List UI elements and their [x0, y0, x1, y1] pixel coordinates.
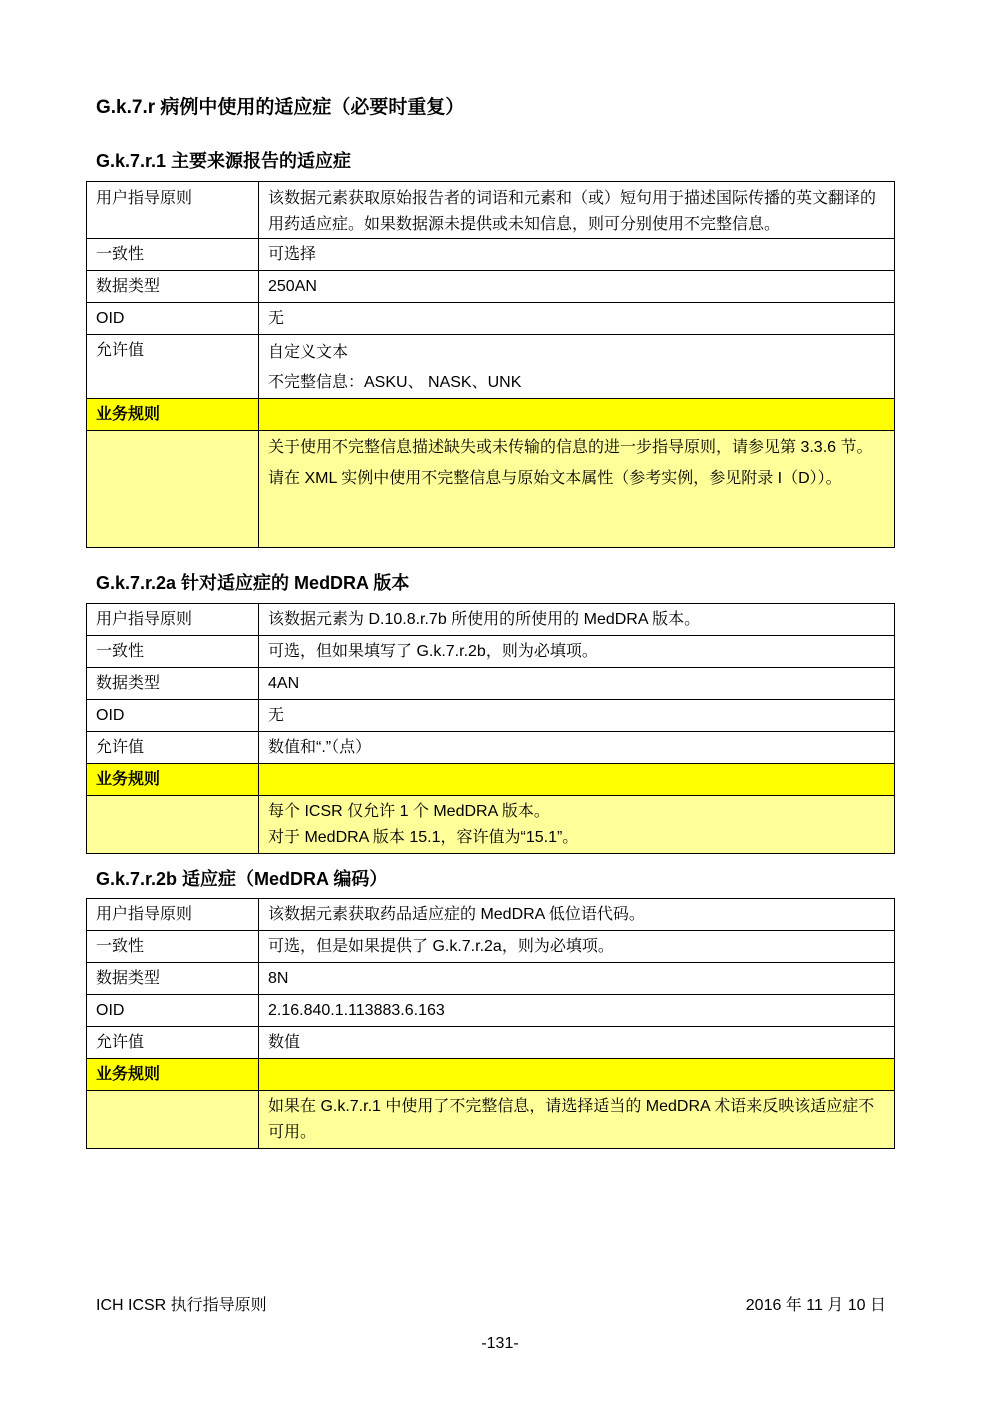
- row-label: OID: [87, 995, 259, 1027]
- business-rule-header-row: [87, 1059, 895, 1091]
- row-value: 2.16.840.1.113883.6.163: [259, 995, 895, 1027]
- row-value: 数值和“.”（点）: [259, 732, 895, 764]
- table-row: [87, 239, 895, 271]
- row-label: 用户指导原则: [87, 182, 259, 239]
- business-rule-header-row: [87, 399, 895, 431]
- business-rule-paragraph: 每个 ICSR 仅允许 1 个 MedDRA 版本。: [268, 803, 550, 820]
- business-rule-row: [87, 431, 895, 548]
- table-row: [87, 182, 895, 239]
- business-rule-empty: [87, 1091, 259, 1149]
- business-rule-label: 业务规则: [87, 764, 259, 796]
- row-value: 8N: [259, 963, 895, 995]
- row-label: 允许值: [87, 1027, 259, 1059]
- business-rule-header-row: [87, 764, 895, 796]
- business-rule-text: [259, 431, 895, 548]
- business-rule-header-empty: [259, 764, 895, 796]
- row-value: 数值: [259, 1027, 895, 1059]
- business-rule-empty: [87, 431, 259, 548]
- table-row: [87, 668, 895, 700]
- section-heading-gk7r2a: G.k.7.r.2a 针对适应症的 MedDRA 版本: [96, 573, 410, 593]
- table-row: [87, 995, 895, 1027]
- business-rule-paragraph: 关于使用不完整信息描述缺失或未传输的信息的进一步指导原则，请参见第 3.3.6 节。: [268, 439, 873, 456]
- table-row: [87, 303, 895, 335]
- spec-table-gk7r2b: [86, 898, 895, 1149]
- row-value: [259, 335, 895, 399]
- row-label: 允许值: [87, 335, 259, 399]
- row-label: 一致性: [87, 239, 259, 271]
- row-value: 可选，但如果填写了 G.k.7.r.2b，则为必填项。: [259, 636, 895, 668]
- table-row: [87, 271, 895, 303]
- row-value: 该数据元素为 D.10.8.r.7b 所使用的所使用的 MedDRA 版本。: [259, 604, 895, 636]
- spec-table-gk7r2a: [86, 603, 895, 854]
- table-row: [87, 963, 895, 995]
- business-rule-text: 如果在 G.k.7.r.1 中使用了不完整信息，请选择适当的 MedDRA 术语来反映该适应症不可用。: [259, 1091, 895, 1149]
- business-rule-row: [87, 796, 895, 854]
- table-row: [87, 1027, 895, 1059]
- business-rule-header-empty: [259, 399, 895, 431]
- table-row: [87, 604, 895, 636]
- business-rule-label: 业务规则: [87, 1059, 259, 1091]
- row-label: OID: [87, 303, 259, 335]
- business-rule-empty: [87, 796, 259, 854]
- business-rule-header-empty: [259, 1059, 895, 1091]
- business-rule-row: [87, 1091, 895, 1149]
- table-row: [87, 700, 895, 732]
- table-row: [87, 899, 895, 931]
- row-label: 数据类型: [87, 271, 259, 303]
- row-label: OID: [87, 700, 259, 732]
- table-row: [87, 636, 895, 668]
- page-title: G.k.7.r 病例中使用的适应症（必要时重复）: [96, 97, 465, 118]
- allowed-value-line: 不完整信息：ASKU、 NASK、UNK: [268, 374, 522, 391]
- footer-document-title: ICH ICSR 执行指导原则: [96, 1297, 267, 1314]
- row-value: 4AN: [259, 668, 895, 700]
- row-value: 可选，但是如果提供了 G.k.7.r.2a，则为必填项。: [259, 931, 895, 963]
- table-row: [87, 931, 895, 963]
- row-label: 数据类型: [87, 963, 259, 995]
- table-row: [87, 335, 895, 399]
- table-row: [87, 732, 895, 764]
- spec-table-gk7r1: [86, 181, 895, 548]
- footer-date: 2016 年 11 月 10 日: [745, 1297, 886, 1314]
- business-rule-text: [259, 796, 895, 854]
- row-value: 250AN: [259, 271, 895, 303]
- row-label: 用户指导原则: [87, 899, 259, 931]
- section-heading-gk7r1: G.k.7.r.1 主要来源报告的适应症: [96, 151, 352, 171]
- row-label: 数据类型: [87, 668, 259, 700]
- allowed-value-line: 自定义文本: [268, 344, 349, 361]
- business-rule-label: 业务规则: [87, 399, 259, 431]
- business-rule-paragraph: 请在 XML 实例中使用不完整信息与原始文本属性（参考实例，参见附录 I（D））。: [268, 470, 842, 487]
- section-heading-gk7r2b: G.k.7.r.2b 适应症（MedDRA 编码）: [96, 869, 388, 889]
- row-value: 该数据元素获取原始报告者的词语和元素和（或）短句用于描述国际传播的英文翻译的用药适应症。如果数据源未提供或未知信息，则可分别使用不完整信息。: [259, 182, 895, 239]
- row-value: 可选择: [259, 239, 895, 271]
- row-label: 一致性: [87, 931, 259, 963]
- page-number: -131-: [481, 1335, 519, 1352]
- row-label: 用户指导原则: [87, 604, 259, 636]
- business-rule-paragraph: 对于 MedDRA 版本 15.1，容许值为“15.1”。: [268, 829, 579, 846]
- row-value: 该数据元素获取药品适应症的 MedDRA 低位语代码。: [259, 899, 895, 931]
- row-value: 无: [259, 303, 895, 335]
- row-label: 允许值: [87, 732, 259, 764]
- row-value: 无: [259, 700, 895, 732]
- row-label: 一致性: [87, 636, 259, 668]
